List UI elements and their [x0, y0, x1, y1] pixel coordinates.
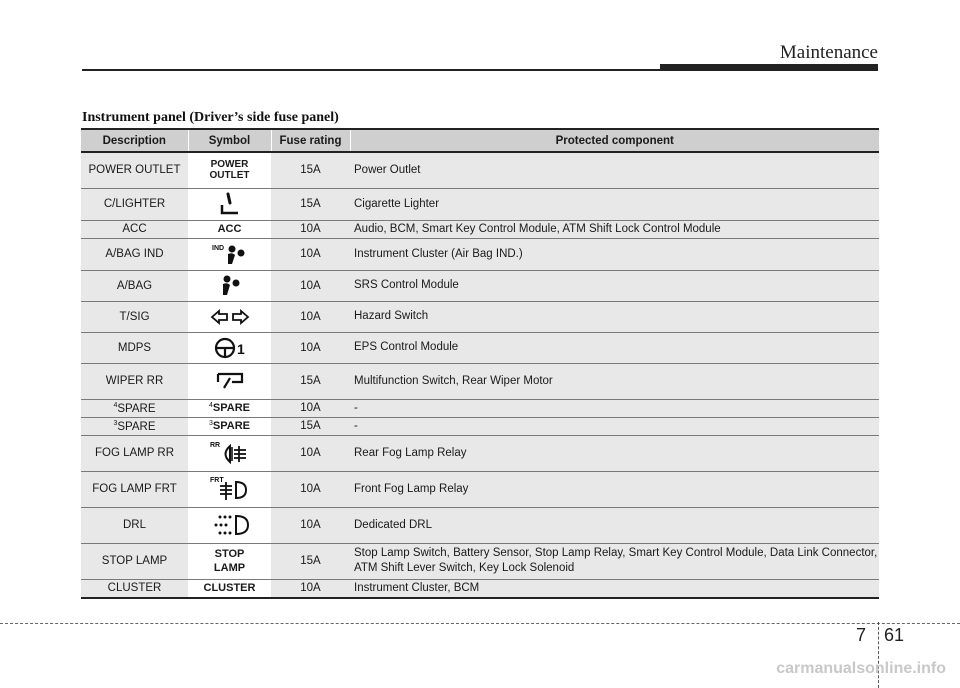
protected-component-cell: Power Outlet: [350, 152, 879, 188]
column-header-description: Description: [81, 129, 188, 152]
symbol-cell: [188, 543, 271, 579]
fuse-rating-cell: 15A: [271, 543, 350, 579]
description-cell: WIPER RR: [81, 363, 188, 399]
symbol-text: STOP LAMP: [213, 548, 246, 574]
symbol-cell: [188, 363, 271, 399]
description-cell: POWER OUTLET: [81, 152, 188, 188]
symbol-text: ACC: [217, 223, 242, 235]
symbol-cell: [188, 435, 271, 471]
table-row: [81, 435, 879, 471]
fuse-rating-cell: 10A: [271, 471, 350, 507]
section-title: Instrument panel (Driver’s side fuse panel): [82, 110, 339, 125]
airbag-icon: [215, 273, 245, 299]
superscript-note: 4: [113, 401, 118, 409]
symbol-text: CLUSTER: [203, 582, 256, 595]
fuse-rating-cell: 10A: [271, 270, 350, 301]
protected-component-cell: Instrument Cluster (Air Bag IND.): [350, 238, 879, 270]
protected-component-cell: Audio, BCM, Smart Key Control Module, ATM Shift Lock Control Module: [350, 220, 879, 238]
description-cell: $^3$SPARE: [81, 417, 188, 435]
protected-component-cell: Multifunction Switch, Rear Wiper Motor: [350, 363, 879, 399]
superscript-note: 3: [209, 419, 213, 427]
steering-wheel-icon: [210, 336, 250, 360]
protected-component-cell: Instrument Cluster, BCM: [350, 579, 879, 598]
symbol-cell: [188, 188, 271, 220]
table-row: [81, 507, 879, 543]
table-row: [81, 152, 879, 188]
footer-rule: [0, 623, 960, 624]
superscript-note: 3: [113, 419, 118, 427]
symbol-text: 1: [236, 340, 245, 357]
protected-component-cell: Stop Lamp Switch, Battery Sensor, Stop Lamp Relay, Smart Key Control Module, Data Link Connector, ATM Shift Lever Switch, Key Lock Solenoid: [350, 543, 879, 579]
fuse-rating-cell: 15A: [271, 363, 350, 399]
protected-component-cell: Cigarette Lighter: [350, 188, 879, 220]
fuse-rating-cell: 10A: [271, 507, 350, 543]
table-row: [81, 332, 879, 363]
fuse-table: [81, 128, 879, 599]
turn-signal-icon: [210, 309, 250, 325]
rear-wiper-icon: [214, 370, 246, 392]
column-header-symbol: Symbol: [188, 129, 271, 152]
symbol-text: SPARE: [212, 402, 250, 415]
symbol-cell: [188, 507, 271, 543]
table-row: [81, 579, 879, 598]
symbol-cell: [188, 332, 271, 363]
description-cell: $^4$SPARE: [81, 399, 188, 417]
table-row: [81, 543, 879, 579]
fuse-rating-cell: 15A: [271, 188, 350, 220]
protected-component-cell: Dedicated DRL: [350, 507, 879, 543]
column-header-protected-component: Protected component: [350, 129, 879, 152]
table-row: [81, 417, 879, 435]
symbol-cell: [188, 471, 271, 507]
description-cell: DRL: [81, 507, 188, 543]
airbag-indicator-icon: [210, 241, 250, 267]
symbol-text: SPARE: [212, 420, 250, 433]
description-cell: ACC: [81, 220, 188, 238]
table-header-row: [81, 129, 879, 152]
symbol-cell: [188, 220, 271, 238]
front-fog-lamp-icon: [208, 474, 252, 504]
symbol-cell: [188, 399, 271, 417]
description-cell: FOG LAMP FRT: [81, 471, 188, 507]
description-cell: STOP LAMP: [81, 543, 188, 579]
symbol-text: RR: [209, 442, 220, 449]
rear-fog-lamp-icon: [208, 438, 252, 468]
protected-component-cell: SRS Control Module: [350, 270, 879, 301]
symbol-cell: [188, 579, 271, 598]
symbol-text: IND: [211, 245, 224, 252]
fuse-rating-cell: 15A: [271, 417, 350, 435]
table-row: [81, 188, 879, 220]
fuse-rating-cell: 10A: [271, 332, 350, 363]
table-row: [81, 399, 879, 417]
page-header-title: Maintenance: [779, 42, 878, 63]
header-rule: [82, 69, 660, 71]
symbol-cell: [188, 417, 271, 435]
protected-component-cell: -: [350, 399, 879, 417]
description-cell: MDPS: [81, 332, 188, 363]
protected-component-cell: Hazard Switch: [350, 301, 879, 332]
symbol-text: FRT: [209, 477, 224, 484]
description-cell: CLUSTER: [81, 579, 188, 598]
table-row: [81, 270, 879, 301]
chapter-number: 7: [856, 625, 867, 645]
header-rule-bold: [660, 64, 878, 71]
table-row: [81, 363, 879, 399]
protected-component-cell: Front Fog Lamp Relay: [350, 471, 879, 507]
symbol-cell: [188, 270, 271, 301]
fuse-rating-cell: 10A: [271, 220, 350, 238]
description-cell: C/LIGHTER: [81, 188, 188, 220]
symbol-cell: [188, 301, 271, 332]
column-header-fuse-rating: Fuse rating: [271, 129, 350, 152]
protected-component-cell: Rear Fog Lamp Relay: [350, 435, 879, 471]
fuse-rating-cell: 10A: [271, 435, 350, 471]
description-cell: A/BAG: [81, 270, 188, 301]
table-row: [81, 301, 879, 332]
description-cell: FOG LAMP RR: [81, 435, 188, 471]
fuse-rating-cell: 10A: [271, 399, 350, 417]
fuse-rating-cell: 10A: [271, 301, 350, 332]
fuse-rating-cell: 10A: [271, 238, 350, 270]
drl-lamp-icon: [208, 511, 252, 539]
superscript-note: 4: [209, 401, 213, 409]
symbol-cell: [188, 152, 271, 188]
fuse-rating-cell: 10A: [271, 579, 350, 598]
description-cell: A/BAG IND: [81, 238, 188, 270]
description-cell: T/SIG: [81, 301, 188, 332]
table-row: [81, 471, 879, 507]
fuse-rating-cell: 15A: [271, 152, 350, 188]
cigarette-lighter-icon: [216, 191, 244, 217]
symbol-text: POWER OUTLET: [209, 159, 250, 182]
protected-component-cell: EPS Control Module: [350, 332, 879, 363]
protected-component-cell: -: [350, 417, 879, 435]
symbol-cell: [188, 238, 271, 270]
page-number-divider: [878, 622, 880, 688]
table-row: [81, 220, 879, 238]
page-number: 61: [884, 625, 905, 645]
watermark: carmanualsonline.info: [776, 660, 946, 677]
table-row: [81, 238, 879, 270]
